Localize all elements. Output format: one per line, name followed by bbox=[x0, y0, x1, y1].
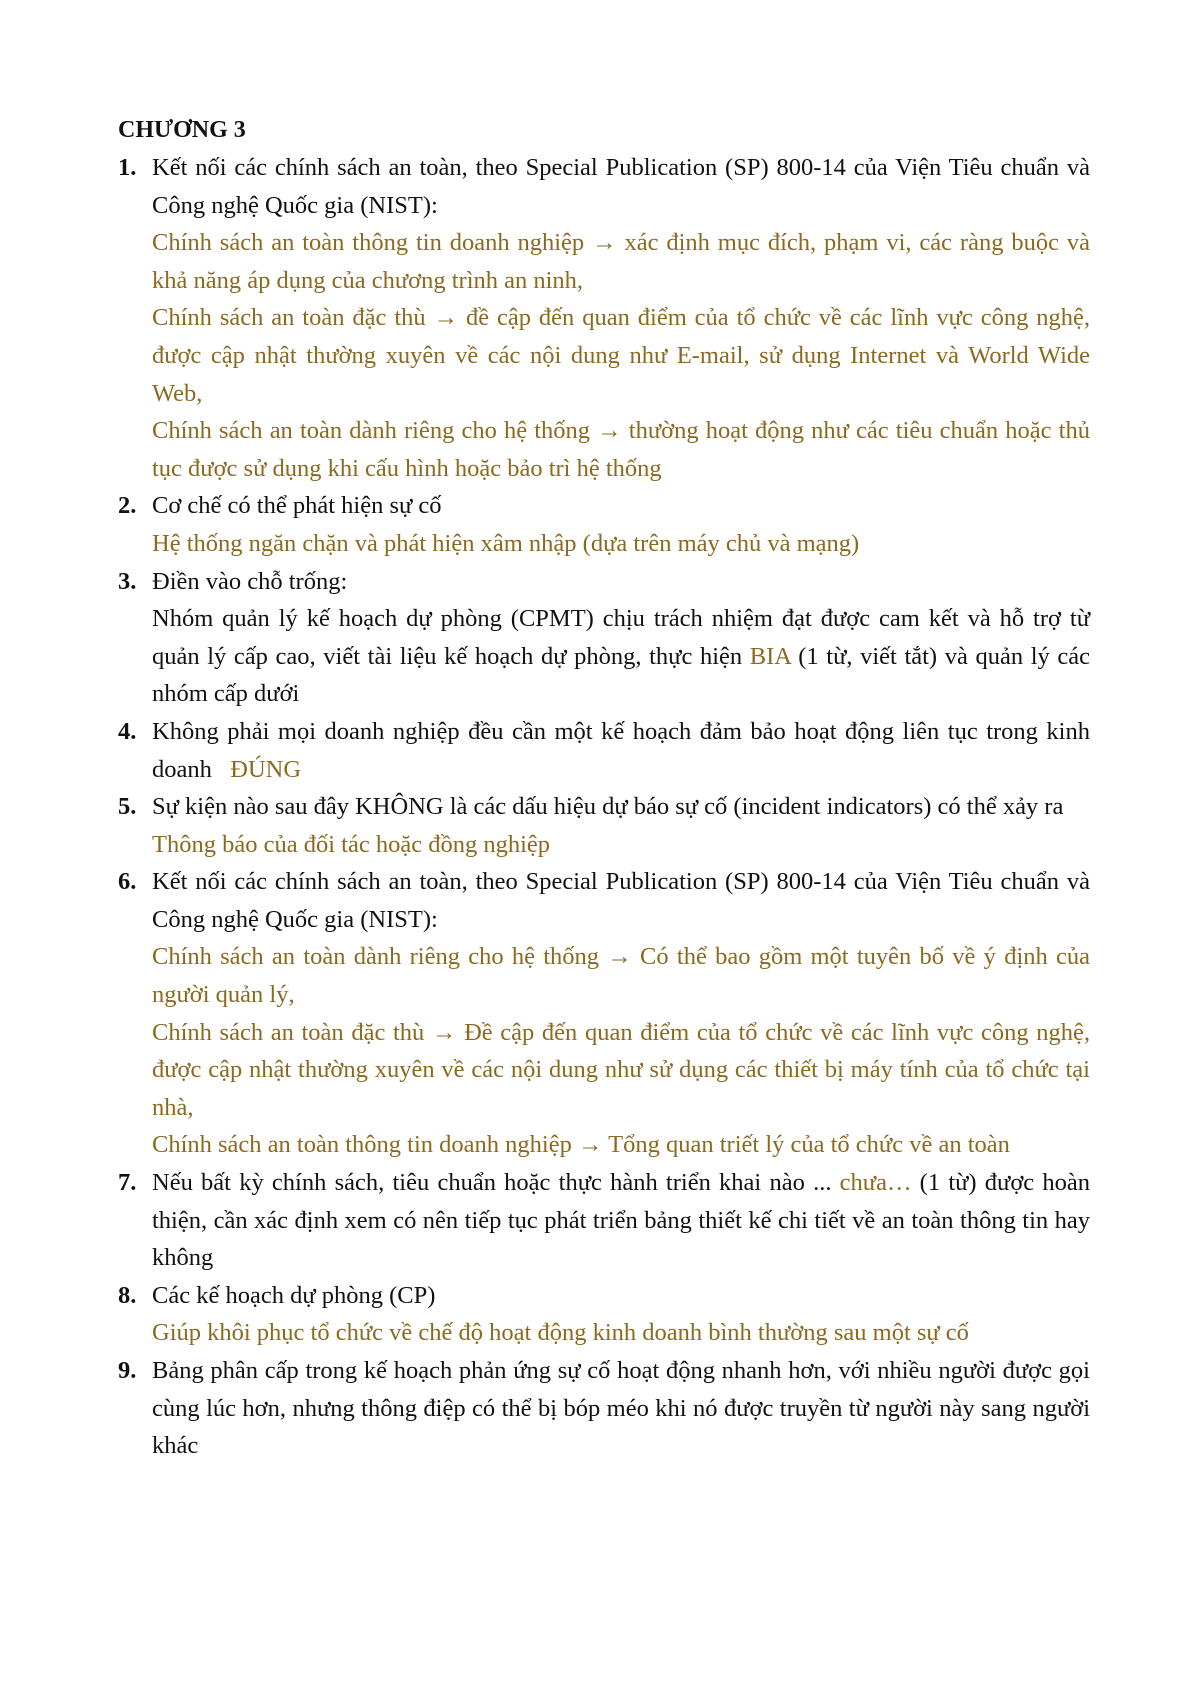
question-number: 2. bbox=[118, 492, 137, 520]
question-number: 7. bbox=[118, 1169, 137, 1197]
question-text: Kết nối các chính sách an toàn, theo Special Publication (SP) 800-14 của Viện Tiêu chuẩn và Công nghệ Quốc gia (NIST): bbox=[152, 868, 1090, 933]
answer-line: Chính sách an toàn đặc thù → đề cập đến quan điểm của tổ chức về các lĩnh vực công nghệ, được cập nhật thường xuyên về các nội dung như E-mail, sử dụng Internet và World Wide Web, bbox=[152, 304, 1090, 407]
question-number: 6. bbox=[118, 868, 137, 896]
question-3 bbox=[118, 563, 1090, 713]
question-number: 4. bbox=[118, 717, 137, 745]
question-8 bbox=[118, 1277, 1090, 1352]
question-text: Kết nối các chính sách an toàn, theo Special Publication (SP) 800-14 của Viện Tiêu chuẩn và Công nghệ Quốc gia (NIST): bbox=[152, 154, 1090, 219]
fill-in-answer: chưa… bbox=[839, 1169, 912, 1197]
question-number: 9. bbox=[118, 1357, 137, 1384]
question-number: 8. bbox=[118, 1281, 137, 1309]
question-text: Cơ chế có thể phát hiện sự cố bbox=[152, 492, 442, 520]
question-4 bbox=[118, 713, 1090, 788]
question-7 bbox=[118, 1164, 1090, 1277]
question-text: Không phải mọi doanh nghiệp đều cần một kế hoạch đảm bảo hoạt động liên tục trong kinh doanh bbox=[152, 717, 1090, 783]
answer-line: Chính sách an toàn dành riêng cho hệ thống → Có thể bao gồm một tuyên bố về ý định của người quản lý, bbox=[152, 943, 1090, 1009]
fill-in-sentence bbox=[152, 600, 1090, 713]
question-text-end: (1 từ) được hoàn thiện, cần xác định xem có nên tiếp tục phát triển bảng thiết kế chi tiết về an toàn thông tin hay không bbox=[152, 1169, 1090, 1272]
true-false-answer: ĐÚNG bbox=[230, 755, 302, 783]
answer-line: Chính sách an toàn đặc thù → Đề cập đến quan điểm của tổ chức về các lĩnh vực công nghệ, được cập nhật thường xuyên về các nội dung như sử dụng các thiết bị máy tính của tổ chức tại nhà, bbox=[152, 1018, 1090, 1121]
sentence-start: Nhóm quản lý kế hoạch dự phòng (CPMT) chịu trách nhiệm đạt được cam kết và hỗ trợ từ quản lý cấp cao, viết tài liệu kế hoạch dự phòng, thực hiện bbox=[152, 605, 1090, 670]
question-number: 1. bbox=[118, 154, 137, 181]
question-6 bbox=[118, 863, 1090, 1164]
answer-line: Chính sách an toàn dành riêng cho hệ thống → thường hoạt động như các tiêu chuẩn hoặc thủ tục được sử dụng khi cấu hình hoặc bảo trì hệ thống bbox=[152, 417, 1090, 482]
question-list bbox=[118, 149, 1090, 1465]
question-text: Điền vào chỗ trống: bbox=[152, 567, 348, 595]
question-text-start: Nếu bất kỳ chính sách, tiêu chuẩn hoặc thực hành triển khai nào ... bbox=[152, 1169, 840, 1197]
question-1 bbox=[118, 149, 1090, 487]
fill-in-answer: BIA bbox=[749, 642, 791, 670]
question-text: Bảng phân cấp trong kế hoạch phản ứng sự cố hoạt động nhanh hơn, với nhiều người được gọi cùng lúc hơn, nhưng thông điệp có thể bị bóp méo khi nó được truyền từ người này sang người khác bbox=[152, 1357, 1090, 1460]
question-number: 5. bbox=[118, 793, 137, 821]
answer-line: Giúp khôi phục tổ chức về chế độ hoạt động kinh doanh bình thường sau một sự cố bbox=[152, 1319, 969, 1347]
answer-line: Chính sách an toàn thông tin doanh nghiệp → Tổng quan triết lý của tổ chức về an toàn bbox=[152, 1131, 1010, 1159]
question-2 bbox=[118, 487, 1090, 562]
answer-line: Hệ thống ngăn chặn và phát hiện xâm nhập (dựa trên máy chủ và mạng) bbox=[152, 529, 860, 557]
question-9 bbox=[118, 1352, 1090, 1465]
question-5 bbox=[118, 788, 1090, 863]
question-number: 3. bbox=[118, 567, 137, 595]
answer-line: Thông báo của đối tác hoặc đồng nghiệp bbox=[152, 830, 551, 858]
question-text: Sự kiện nào sau đây KHÔNG là các dấu hiệu dự báo sự cố (incident indicators) có thể xảy ra bbox=[152, 793, 1064, 821]
sentence-end: (1 từ, viết tắt) và quản lý các nhóm cấp dưới bbox=[152, 642, 1091, 708]
answer-line: Chính sách an toàn thông tin doanh nghiệp → xác định mục đích, phạm vi, các ràng buộc và khả năng áp dụng của chương trình an ninh, bbox=[152, 229, 1090, 294]
chapter-title: CHƯƠNG 3 bbox=[118, 117, 246, 143]
question-text: Các kế hoạch dự phòng (CP) bbox=[152, 1281, 436, 1309]
